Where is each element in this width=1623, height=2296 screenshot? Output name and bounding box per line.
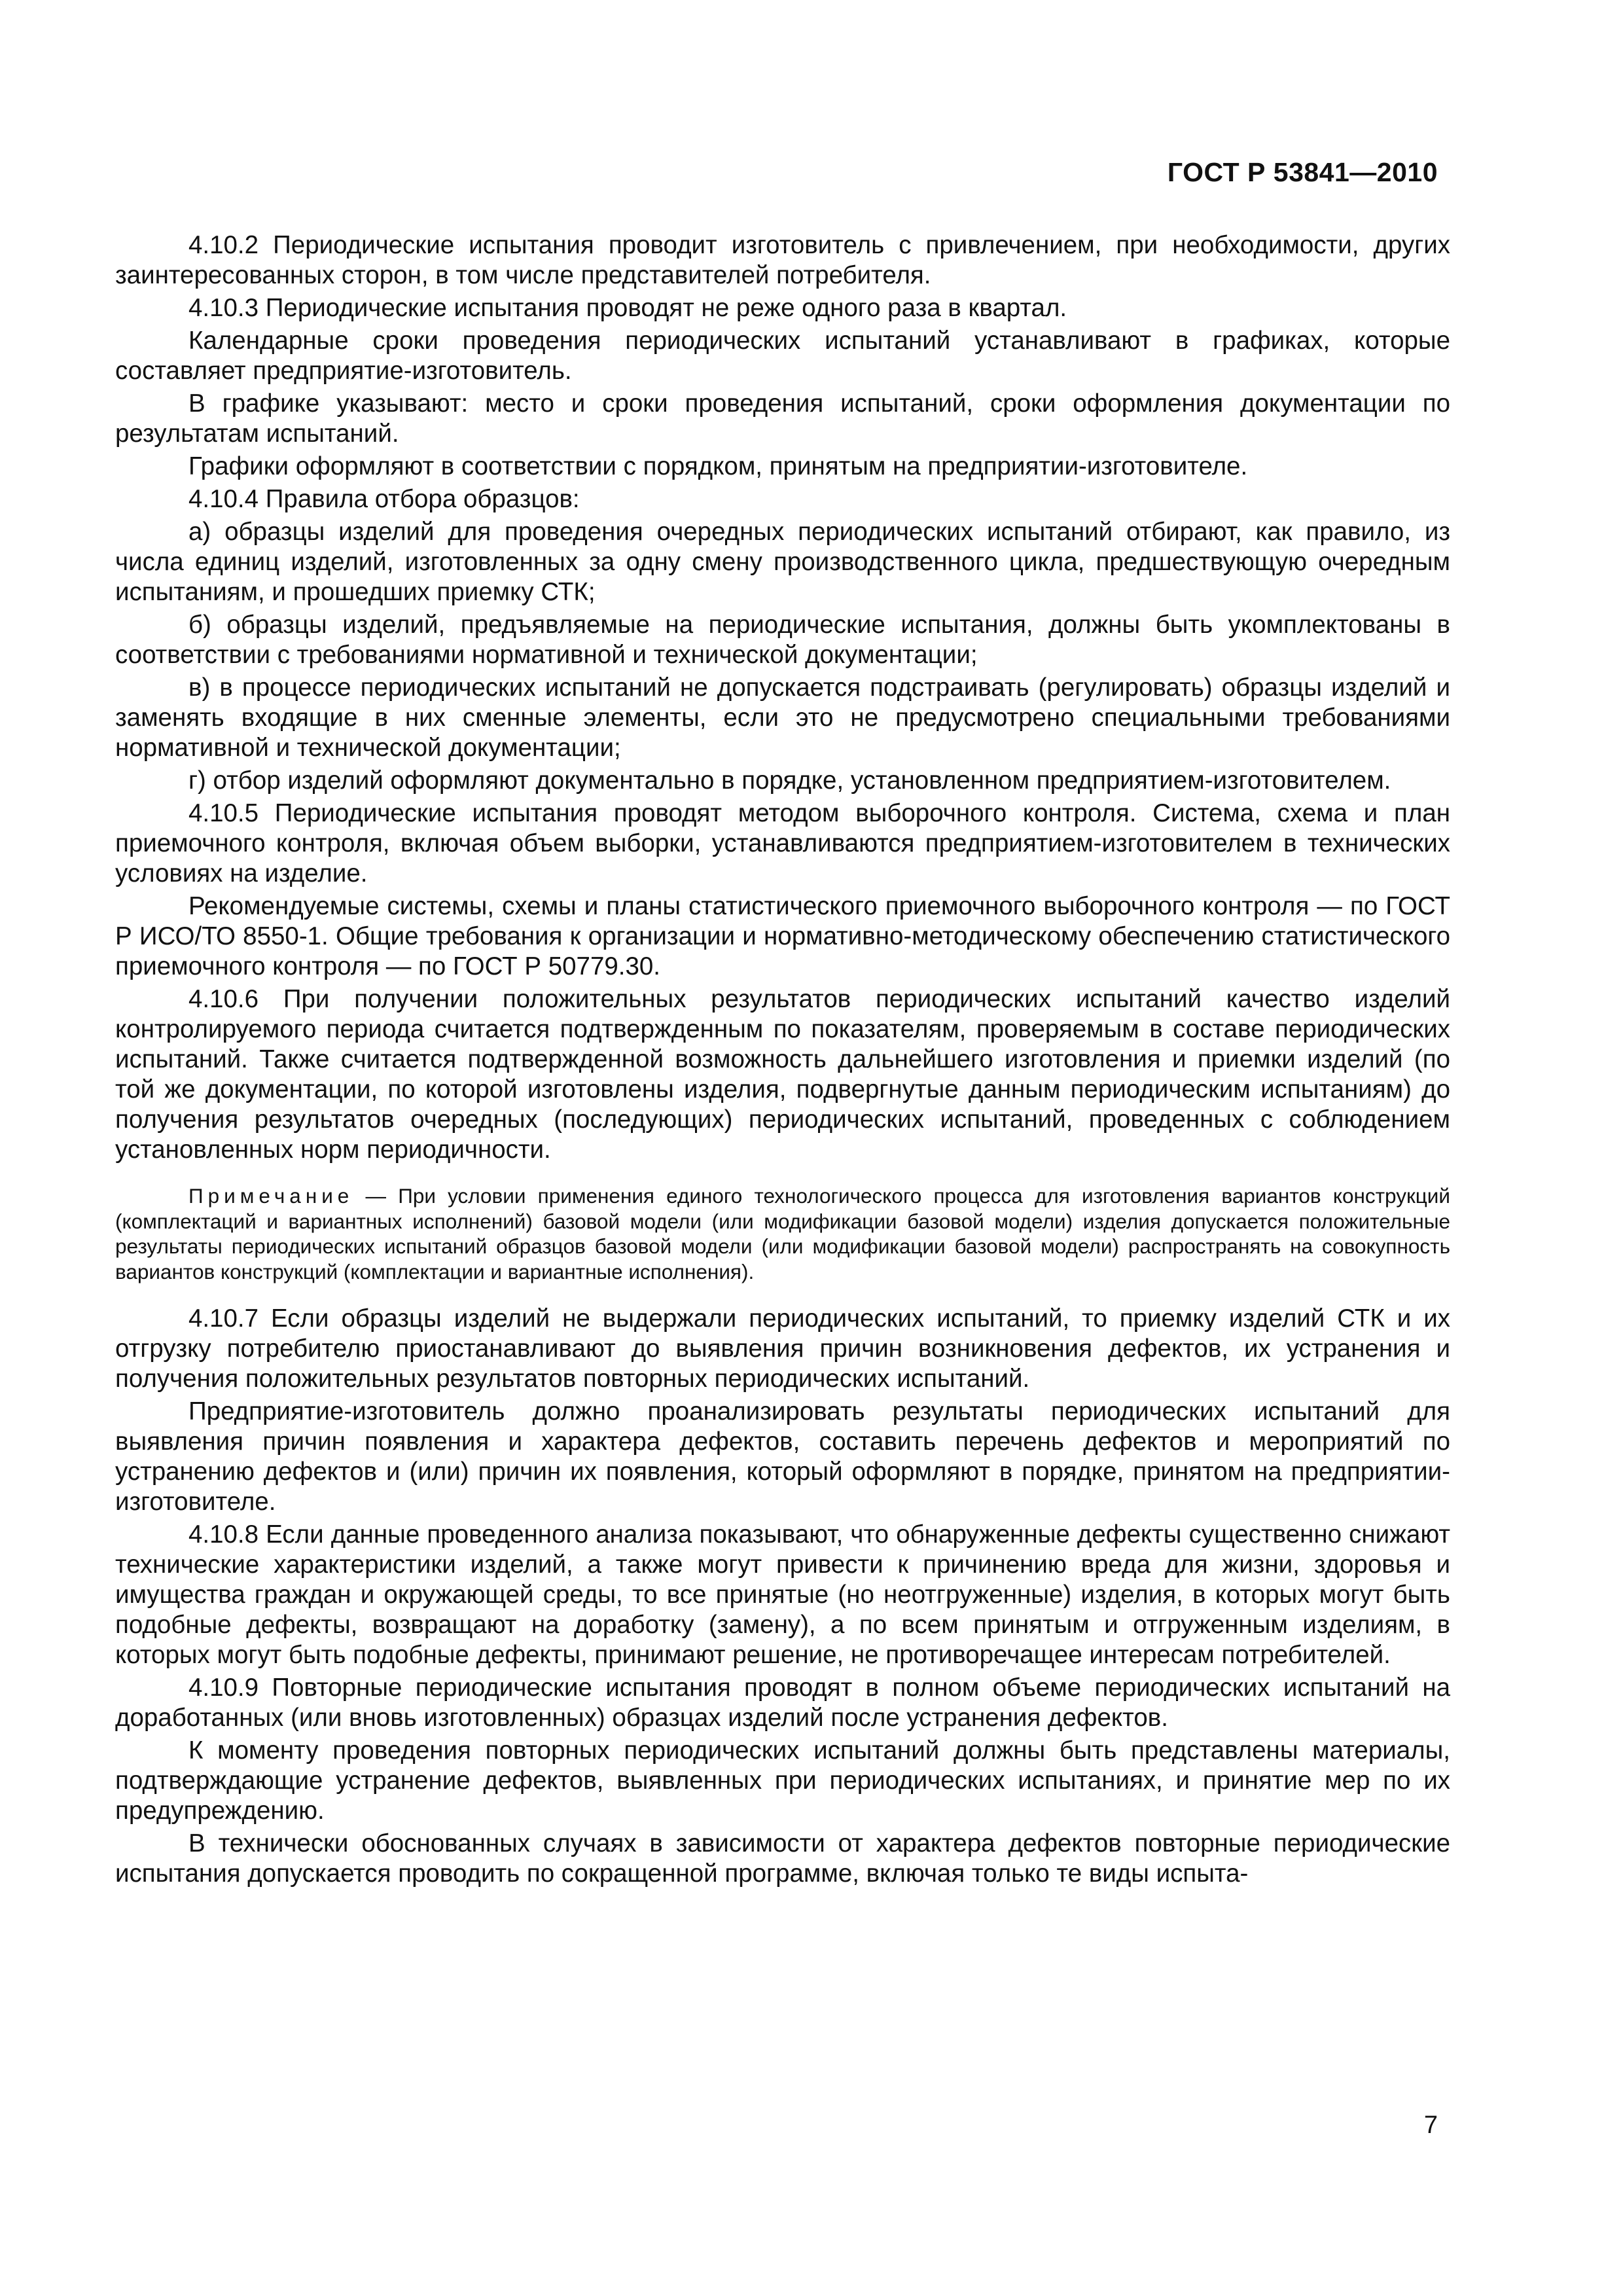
paragraph-schedule-format: Графики оформляют в соответствии с порядком, принятым на предприятии-изготовителе. (188, 452, 1248, 480)
list-item-b: б) образцы изделий, предъявляемые на периодические испытания, должны быть укомплектованы в соответствии с требованиями нормативной и технической документации; (115, 611, 1450, 669)
list-item-v: в) в процессе периодических испытаний не допускается подстраивать (регулировать) образцы изделий и заменять входящие в них сменные элементы, если это не предусмотрено специальными требованиями нормативной и технической документации; (115, 673, 1450, 762)
paragraph-4-10-2: 4.10.2 Периодические испытания проводит изготовитель с привлечением, при необходимости, других заинтересованных сторон, в том числе представителей потребителя. (115, 231, 1450, 289)
list-item-g: г) отбор изделий оформляют документально в порядке, установленном предприятием-изготовителем. (188, 766, 1391, 795)
list-item-a: а) образцы изделий для проведения очередных периодических испытаний отбирают, как правило, из числа единиц изделий, изготовленных за одну смену производственного цикла, предшествующую очередным испытаниям, и прошедших приемку СТК; (115, 518, 1450, 606)
paragraph-analysis: Предприятие-изготовитель должно проанализировать результаты периодических испытаний для выявления причин появления и характера дефектов, составить перечень дефектов и мероприятий по устранению дефектов и (или) причин их появления, который оформляют в порядке, принятом на предприятии-изготовителе. (115, 1397, 1450, 1516)
paragraph-recommended-systems: Рекомендуемые системы, схемы и планы статистического приемочного выборочного контроля — по ГОСТ Р ИСО/ТО 8550-1. Общие требования к организации и нормативно-методическому обеспечению статистического приемочного контроля — по ГОСТ Р 50779.30. (115, 892, 1450, 980)
note-label: Примечание (188, 1184, 354, 1208)
paragraph-4-10-3: 4.10.3 Периодические испытания проводят не реже одного раза в квартал. (188, 294, 1067, 322)
paragraph-materials: К моменту проведения повторных периодических испытаний должны быть представлены материалы, подтверждающие устранение дефектов, выявленных при периодических испытаниях, и принятие мер по их предупреждению. (115, 1736, 1450, 1825)
note-text: — При условии применения единого технологического процесса для изготовления вариантов конструкций (комплектаций и вариантных исполнений) базовой модели (или модификации базовой модели) изделия допускается положительные результаты периодических испытаний образцов базовой модели (или модификации базовой модели) распространять на совокупность вариантов конструкций (комплектации и вариантные исполнения). (115, 1184, 1450, 1283)
paragraph-4-10-5: 4.10.5 Периодические испытания проводят методом выборочного контроля. Система, схема и план приемочного контроля, включая объем выборки, устанавливаются предприятием-изготовителем в технических условиях на изделие. (115, 799, 1450, 888)
document-body (115, 230, 1450, 1892)
note-block (115, 1183, 1450, 1284)
paragraph-reduced-program: В технически обоснованных случаях в зависимости от характера дефектов повторные периодические испытания допускается проводить по сокращенной программе, включая только те виды испыта- (115, 1829, 1450, 1888)
paragraph-4-10-8: 4.10.8 Если данные проведенного анализа показывают, что обнаруженные дефекты существенно снижают технические характеристики изделий, а также могут привести к причинению вреда для жизни, здоровья и имущества граждан и окружающей среды, то все принятые (но неотгруженные) изделия, в которых могут быть подобные дефекты, возвращают на доработку (замену), а по всем принятым и отгруженным изделиям, в которых могут быть подобные дефекты, принимают решение, не противоречащее интересам потребителей. (115, 1520, 1450, 1669)
paragraph-4-10-7: 4.10.7 Если образцы изделий не выдержали периодических испытаний, то приемку изделий СТК и их отгрузку потребителю приостанавливают до выявления причин возникновения дефектов, их устранения и получения положительных результатов повторных периодических испытаний. (115, 1304, 1450, 1393)
paragraph-schedule-contents: В графике указывают: место и сроки проведения испытаний, сроки оформления документации по результатам испытаний. (115, 389, 1450, 448)
document-header: ГОСТ Р 53841—2010 (1167, 157, 1438, 187)
paragraph-4-10-6: 4.10.6 При получении положительных результатов периодических испытаний качество изделий контролируемого периода считается подтвержденным по показателям, проверяемым в составе периодических испытаний. Также считается подтвержденной возможность дальнейшего изготовления и приемки изделий (по той же документации, по которой изготовлены изделия, подвергнутые данным периодическим испытаниям) до получения результатов очередных (последующих) периодических испытаний, проведенных с соблюдением установленных норм периодичности. (115, 985, 1450, 1164)
paragraph-schedule-terms: Календарные сроки проведения периодических испытаний устанавливают в графиках, которые составляет предприятие-изготовитель. (115, 327, 1450, 385)
paragraph-4-10-9: 4.10.9 Повторные периодические испытания проводят в полном объеме периодических испытаний на доработанных (или вновь изготовленных) образцах изделий после устранения дефектов. (115, 1674, 1450, 1732)
page-number: 7 (1423, 2111, 1438, 2139)
paragraph-4-10-4: 4.10.4 Правила отбора образцов: (188, 485, 580, 513)
